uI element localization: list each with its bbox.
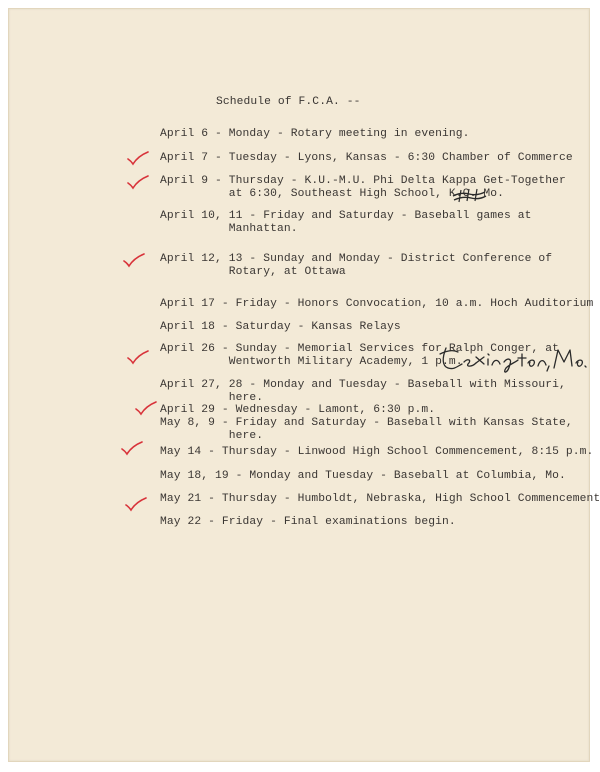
schedule-entry: May 18, 19 - Monday and Tuesday - Baseball at Columbia, Mo. xyxy=(160,470,566,482)
schedule-entry: April 12, 13 - Sunday and Monday - District Conference of xyxy=(160,253,553,265)
schedule-entry: May 22 - Friday - Final examinations begin. xyxy=(160,516,456,528)
schedule-entry-continuation: Rotary, at Ottawa xyxy=(160,266,346,278)
schedule-entry: April 17 - Friday - Honors Convocation, 10 a.m. Hoch Auditorium xyxy=(160,298,594,310)
schedule-entry-continuation: Wentworth Military Academy, 1 p.m. xyxy=(160,356,463,368)
handwritten-note-lexington xyxy=(438,344,588,381)
red-checkmark-icon xyxy=(120,440,144,456)
schedule-entry: April 9 - Thursday - K.U.-M.U. Phi Delta Kappa Get-Together xyxy=(160,175,566,187)
schedule-entry-continuation: here. xyxy=(160,430,264,442)
red-checkmark-icon xyxy=(126,349,150,365)
schedule-entry: April 27, 28 - Monday and Tuesday - Baseball with Missouri, xyxy=(160,379,566,391)
schedule-entry: April 10, 11 - Friday and Saturday - Baseball games at xyxy=(160,210,532,222)
schedule-entry-continuation: here. xyxy=(160,392,264,404)
schedule-entry: April 26 - Sunday - Memorial Services for Ralph Conger, at xyxy=(160,343,559,355)
red-checkmark-icon xyxy=(126,174,150,190)
schedule-entry-continuation: at 6:30, Southeast High School, K.C. Mo. xyxy=(160,188,504,200)
red-checkmark-icon xyxy=(124,496,148,512)
schedule-entry: April 18 - Saturday - Kansas Relays xyxy=(160,321,401,333)
schedule-entry: April 6 - Monday - Rotary meeting in evening. xyxy=(160,128,470,140)
schedule-entry: May 8, 9 - Friday and Saturday - Baseball with Kansas State, xyxy=(160,417,573,429)
schedule-entry: April 7 - Tuesday - Lyons, Kansas - 6:30 Chamber of Commerce xyxy=(160,152,573,164)
red-checkmark-icon xyxy=(134,400,158,416)
document-title: Schedule of F.C.A. -- xyxy=(216,96,361,108)
schedule-entry: May 14 - Thursday - Linwood High School Commencement, 8:15 p.m. xyxy=(160,446,594,458)
red-checkmark-icon xyxy=(122,252,146,268)
schedule-entry: April 29 - Wednesday - Lamont, 6:30 p.m. xyxy=(160,404,436,416)
red-checkmark-icon xyxy=(126,150,150,166)
schedule-entry-continuation: Manhattan. xyxy=(160,223,298,235)
strikethrough-scribble-icon xyxy=(451,187,487,208)
schedule-entry: May 21 - Thursday - Humboldt, Nebraska, High School Commencement xyxy=(160,493,600,505)
